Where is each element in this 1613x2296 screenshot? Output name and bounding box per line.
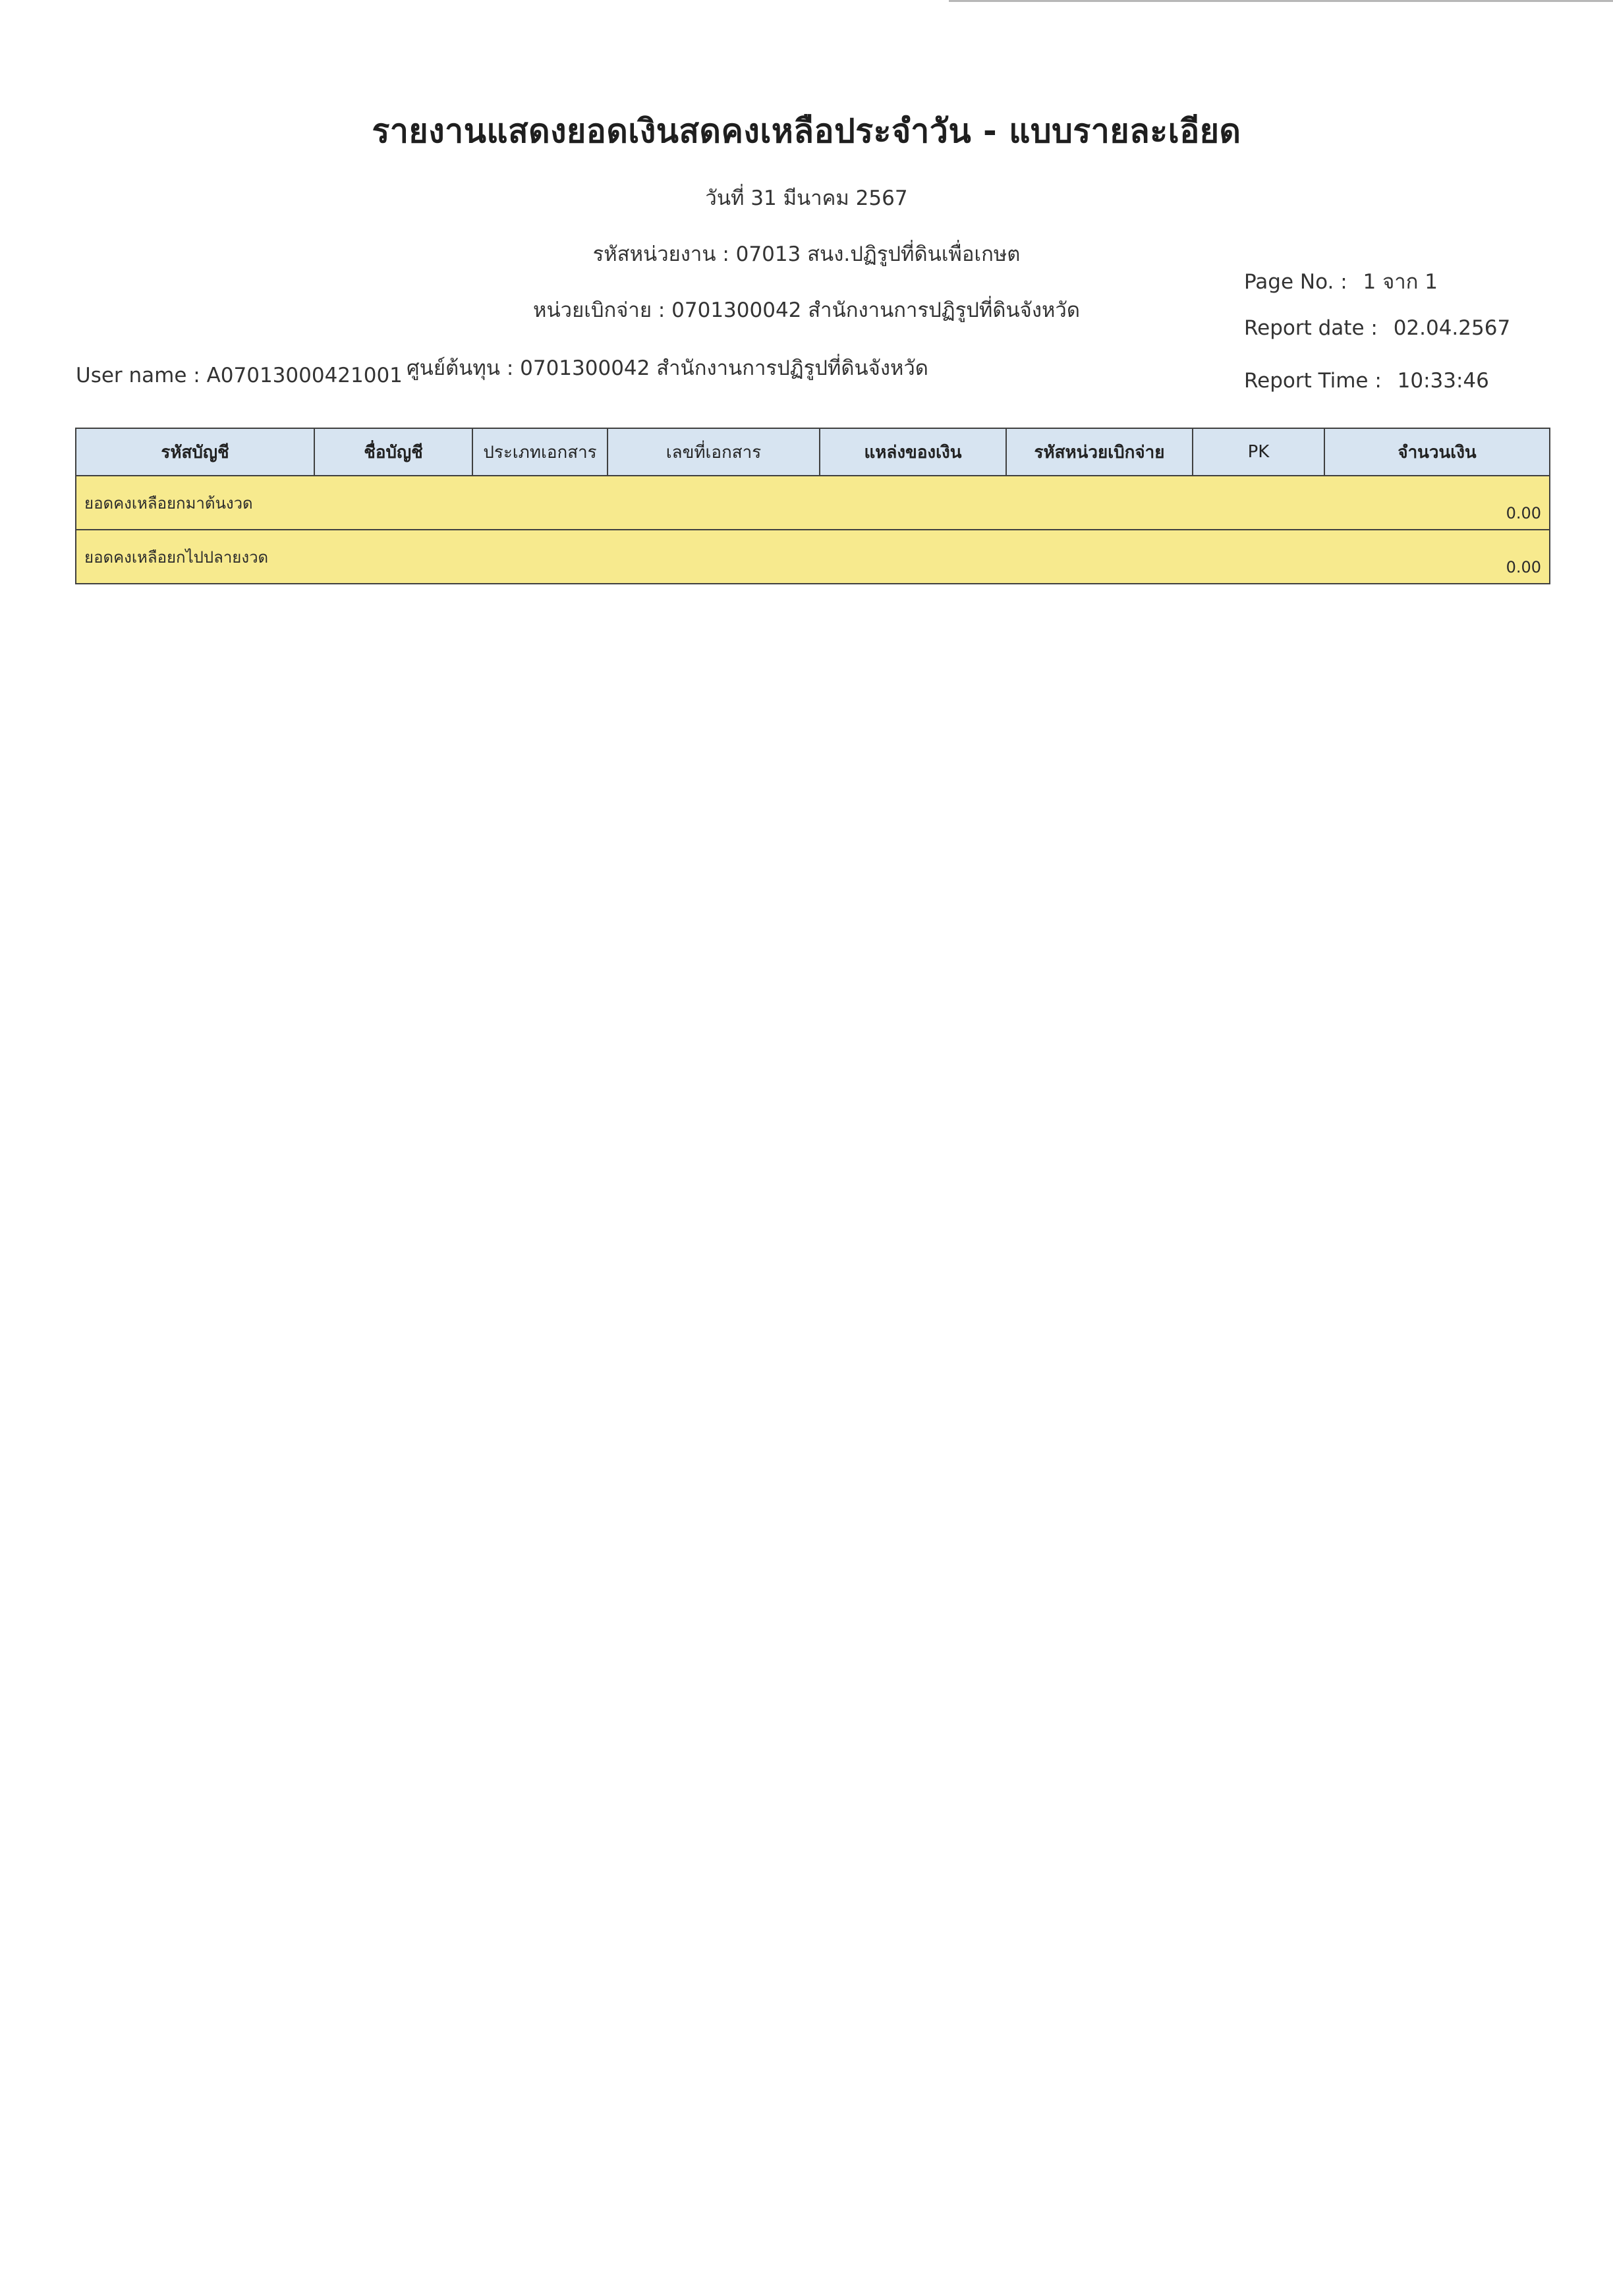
header-document-type: ประเภทเอกสาร — [472, 428, 608, 476]
report-date — [1244, 316, 1510, 340]
page-number-value: 1 จาก 1 — [1363, 270, 1438, 294]
report-title: รายงานแสดงยอดเงินสดคงเหลือประจำวัน - แบบรายละเอียด — [372, 112, 1241, 150]
table-header-row — [76, 428, 1550, 476]
scan-edge-line — [949, 0, 1613, 2]
header-account-code: รหัสบัญชี — [76, 428, 314, 476]
closing-balance-amount: 0.00 — [1324, 530, 1550, 584]
page-number-label: Page No. : — [1244, 270, 1347, 294]
header-disbursement-unit-code: รหัสหน่วยเบิกจ่าย — [1006, 428, 1193, 476]
header-pk: PK — [1193, 428, 1324, 476]
header-account-name: ชื่อบัญชี — [314, 428, 472, 476]
report-date-label: Report date : — [1244, 316, 1378, 340]
disbursement-unit-line: หน่วยเบิกจ่าย : 0701300042 สำนักงานการปฏิรูปที่ดินจังหวัด — [533, 298, 1080, 322]
closing-balance-label: ยอดคงเหลือยกไปปลายงวด — [76, 530, 1324, 584]
cost-center-line: ศูนย์ต้นทุน : 0701300042 สำนักงานการปฏิรูปที่ดินจังหวัด — [407, 356, 928, 380]
opening-balance-amount: 0.00 — [1324, 476, 1550, 530]
table-row — [76, 476, 1550, 530]
user-name-line: User name : A07013000421001 — [76, 364, 403, 387]
report-date-value: 02.04.2567 — [1393, 316, 1511, 340]
opening-balance-label: ยอดคงเหลือยกมาต้นงวด — [76, 476, 1324, 530]
page-number — [1244, 265, 1438, 298]
report-time-label: Report Time : — [1244, 369, 1382, 393]
cash-balance-table — [75, 428, 1550, 584]
report-time — [1244, 369, 1489, 393]
header-amount: จำนวนเงิน — [1324, 428, 1550, 476]
table-row — [76, 530, 1550, 584]
report-date-line: วันที่ 31 มีนาคม 2567 — [705, 186, 908, 210]
report-time-value: 10:33:46 — [1397, 369, 1489, 393]
header-document-number: เลขที่เอกสาร — [608, 428, 820, 476]
header-fund-source: แหล่งของเงิน — [820, 428, 1006, 476]
agency-code-line: รหัสหน่วยงาน : 07013 สนง.ปฏิรูปที่ดินเพื่อเกษต — [592, 242, 1021, 266]
